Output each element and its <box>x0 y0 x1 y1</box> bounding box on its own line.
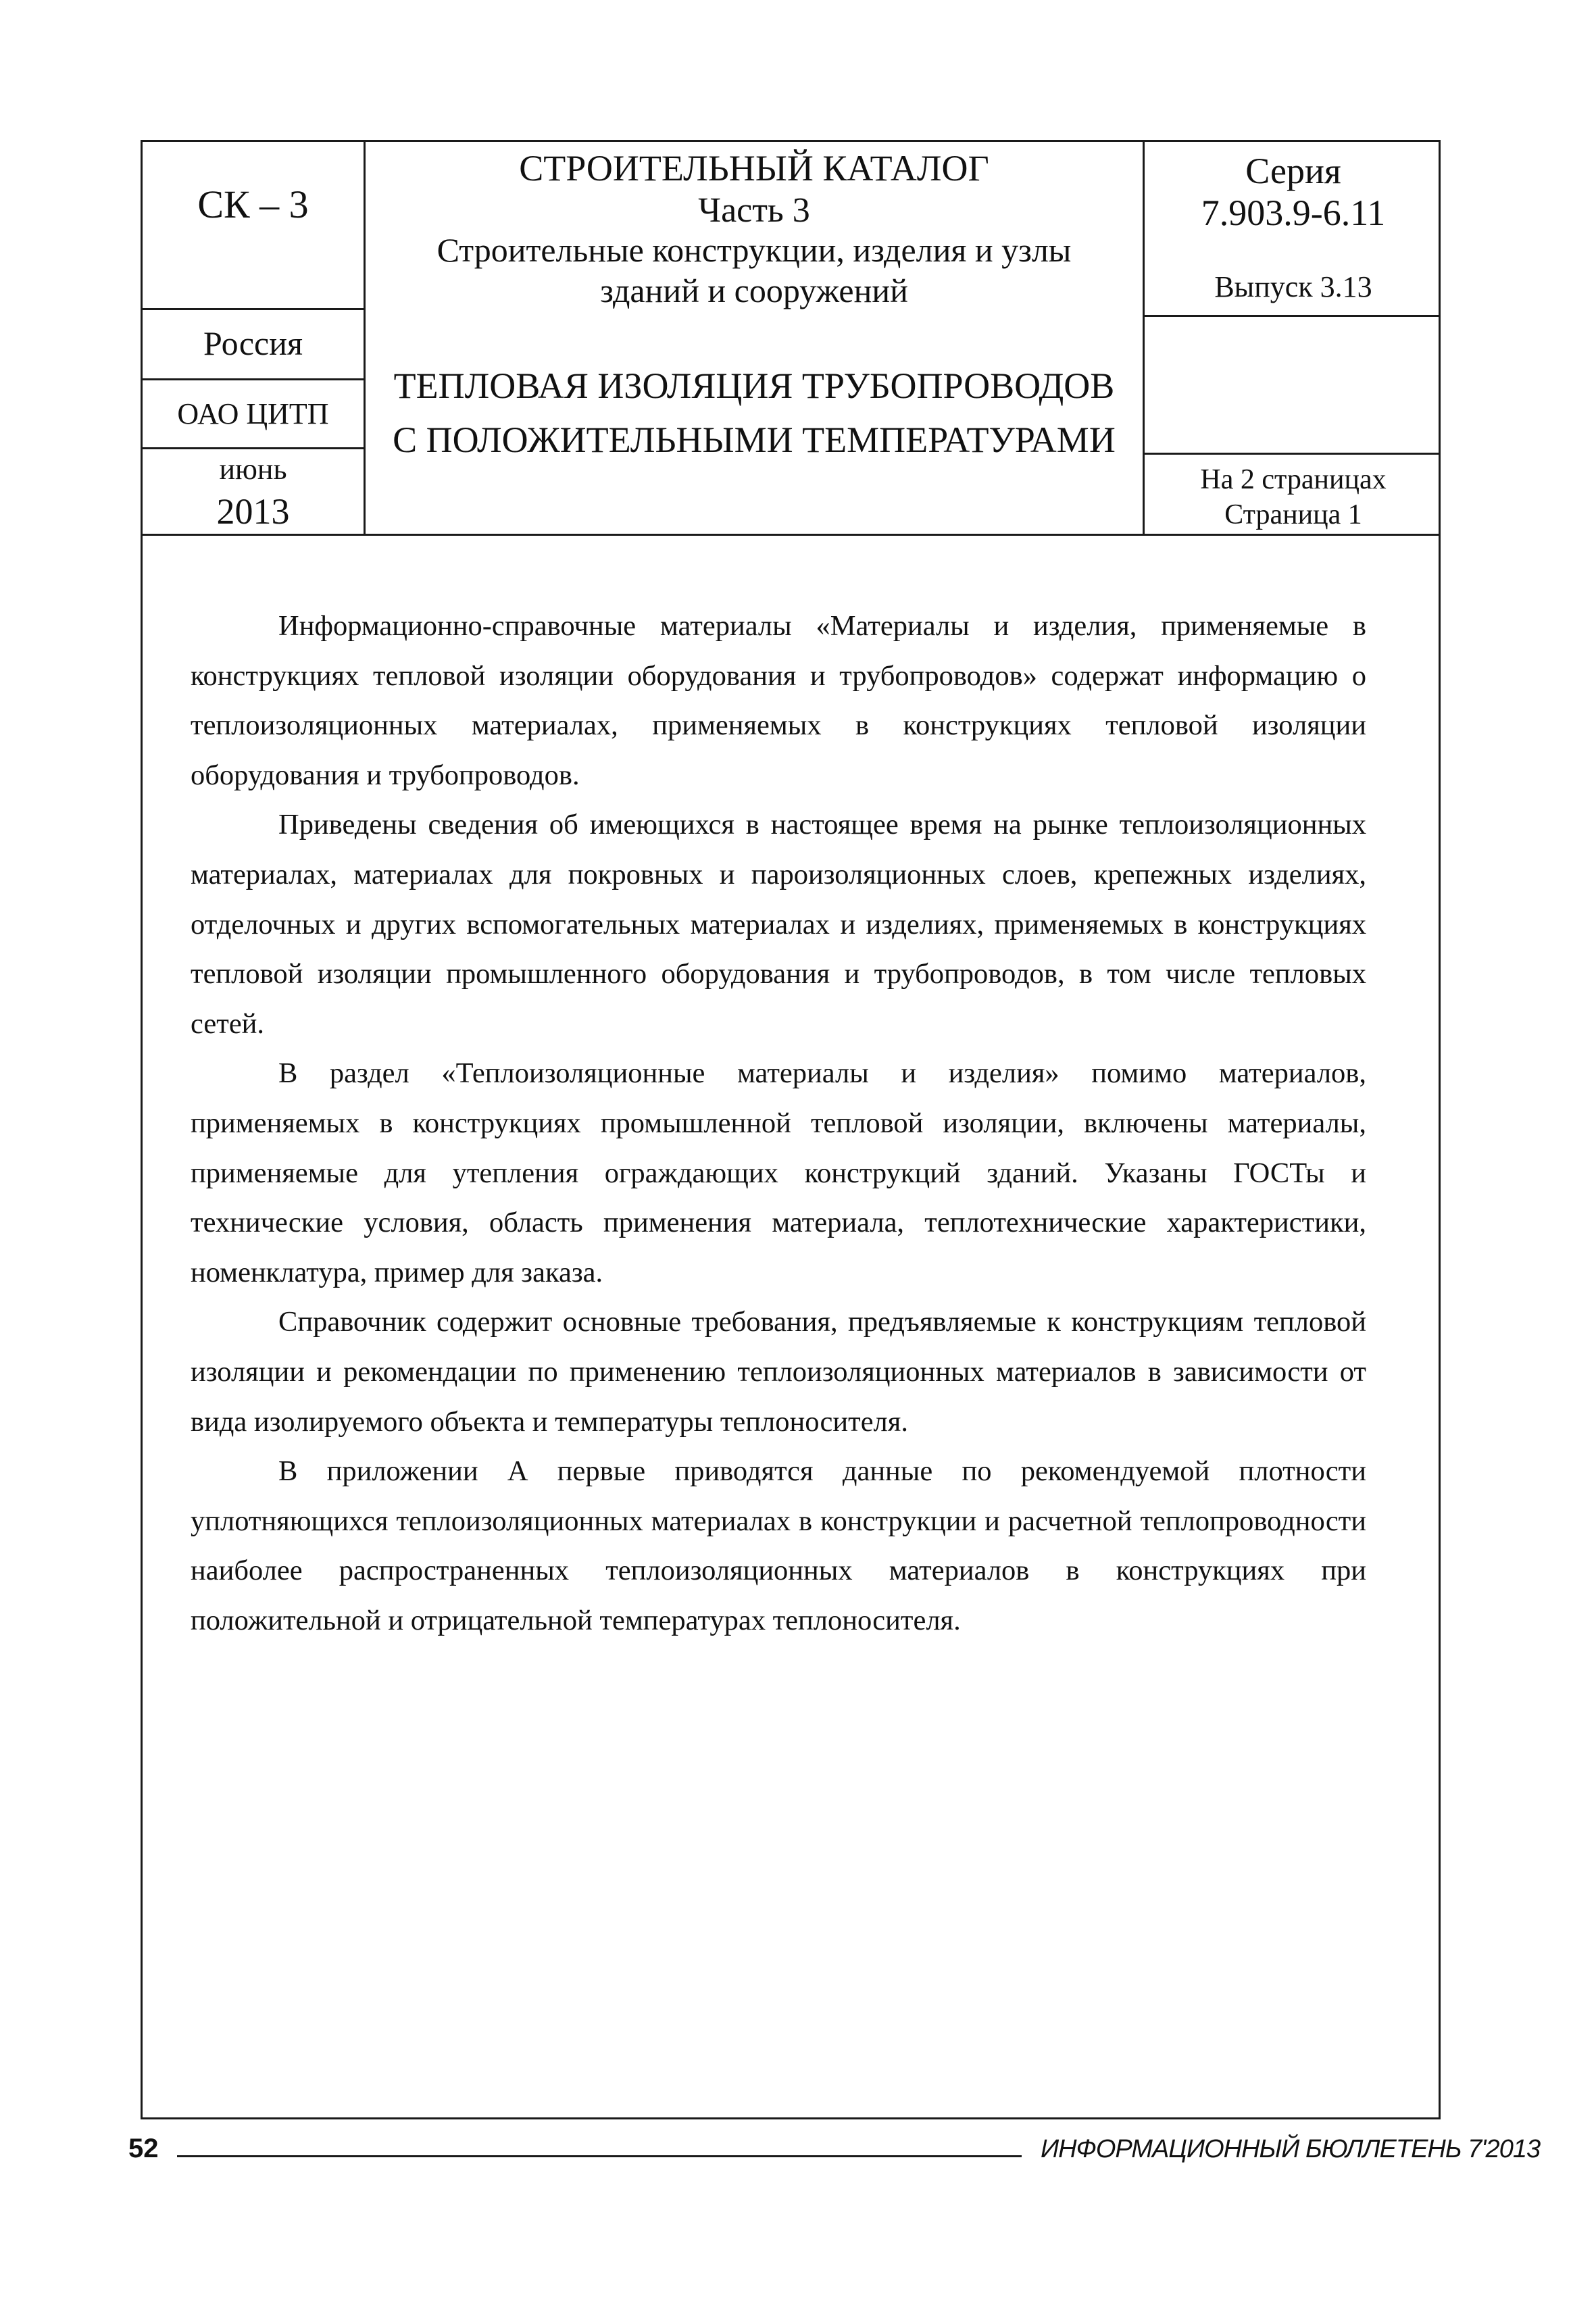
organization: ОАО ЦИТП <box>177 397 329 430</box>
paragraph: В раздел «Теплоизоляционные материалы и изделия» помимо материалов, применяемых в конструкциях промышленной тепловой изоляции, включены материалы, применяемые для утепления ограждающих конструкций зданий. Указаны ГОСТы и технические условия, область применения материала, теплотехнические характеристики, номенклатура, пример для заказа. <box>191 1057 1366 1288</box>
catalog-code: СК – 3 <box>197 182 309 226</box>
header-divider-right-low <box>1143 453 1441 455</box>
pages-count: На 2 страницах <box>1200 464 1387 495</box>
series-label: Серия <box>1245 151 1341 191</box>
header-divider-left-low <box>143 447 364 449</box>
header-divider-left-mid <box>143 378 364 380</box>
catalog-title: СТРОИТЕЛЬНЫЙ КАТАЛОГ <box>519 148 989 188</box>
header-divider-top <box>143 308 364 310</box>
paragraph: Информационно-справочные материалы «Материалы и изделия, применяемые в конструкциях тепловой изоляции оборудования и трубопроводов» содержат информацию о теплоизоляционных материалах, применяемых в конструкциях тепловой изоляции оборудования и трубопроводов. <box>191 610 1366 791</box>
catalog-subtitle-line2: зданий и сооружений <box>600 272 908 309</box>
page-number: Страница 1 <box>1224 499 1362 530</box>
document-title-line1: ТЕПЛОВАЯ ИЗОЛЯЦИЯ ТРУБОПРОВОДОВ <box>393 366 1115 406</box>
footer-page-number: 52 <box>128 2134 159 2163</box>
footer-rule <box>177 2155 1022 2157</box>
publication-year: 2013 <box>216 491 290 532</box>
document-body <box>191 601 1366 1645</box>
footer-bulletin-title: ИНФОРМАЦИОННЫЙ БЮЛЛЕТЕНЬ 7'2013 <box>1041 2135 1541 2163</box>
header-divider-bottom <box>143 534 1441 536</box>
publication-month: июнь <box>219 453 287 486</box>
paragraph: В приложении А первые приводятся данные по рекомендуемой плотности уплотняющихся теплоизоляционных материалах в конструкции и расчетной теплопроводности наиболее распространенных теплоизоляционных материалов в конструкциях при положительной и отрицательной температурах теплоносителя. <box>191 1455 1366 1636</box>
catalog-part: Часть 3 <box>698 191 810 230</box>
series-number: 7.903.9-6.11 <box>1201 193 1386 233</box>
paragraph: Приведены сведения об имеющихся в настоящее время на рынке теплоизоляционных материалах, материалах для покровных и пароизоляционных слоев, крепежных изделиях, отделочных и других вспомогательных материалах и изделиях, применяемых в конструкциях тепловой изоляции промышленного оборудования и трубопроводов, в том числе тепловых сетей. <box>191 809 1366 1040</box>
header-divider-series <box>1143 315 1441 317</box>
paragraph: Справочник содержит основные требования, предъявляемые к конструкциям тепловой изоляции и рекомендации по применению теплоизоляционных материалов в зависимости от вида изолируемого объекта и температуры теплоносителя. <box>191 1306 1366 1438</box>
issue-number: Выпуск 3.13 <box>1214 270 1372 303</box>
document-title-line2: С ПОЛОЖИТЕЛЬНЫМИ ТЕМПЕРАТУРАМИ <box>393 420 1116 460</box>
country: Россия <box>203 324 303 362</box>
header-col-divider-2 <box>1143 142 1145 536</box>
catalog-subtitle-line1: Строительные конструкции, изделия и узлы <box>437 231 1072 269</box>
